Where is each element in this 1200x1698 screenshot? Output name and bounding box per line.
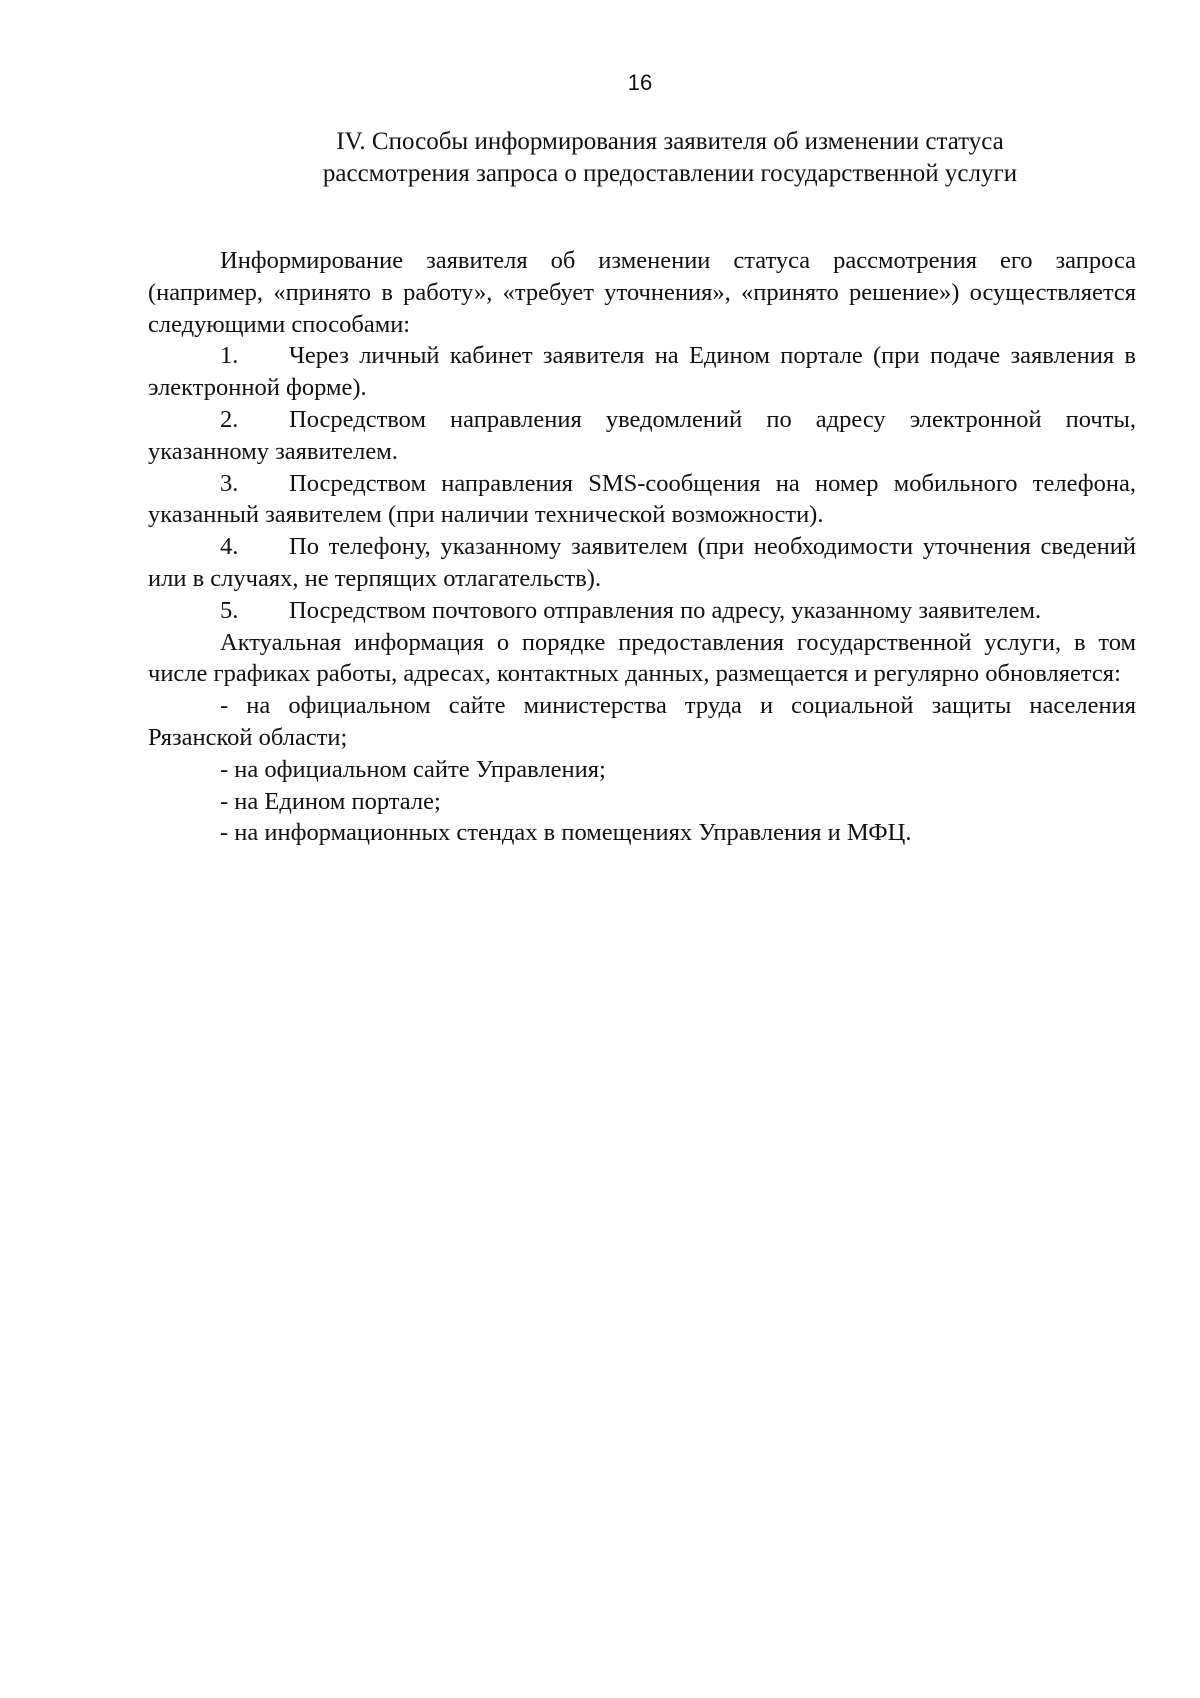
method-item-5 — [148, 595, 1136, 627]
method-text: По телефону, указанному заявителем (при необходимости уточнения сведений или в случаях, не терпящих отлагательств). — [148, 533, 1136, 592]
section-heading — [230, 126, 1110, 190]
method-number: 5. — [220, 596, 239, 624]
location-item-3: - на Едином портале; — [220, 787, 441, 815]
method-item-1 — [148, 340, 1136, 404]
section-heading-line-2: рассмотрения запроса о предоставлении государственной услуги — [322, 160, 1018, 187]
document-body — [148, 245, 1136, 849]
method-text: Посредством направления SMS-сообщения на номер мобильного телефона, указанный заявителем (при наличии технической возможности). — [148, 469, 1136, 529]
method-item-4 — [148, 531, 1136, 595]
method-item-2 — [148, 404, 1136, 468]
method-item-3 — [148, 468, 1136, 532]
location-item-4: - на информационных стендах в помещениях Управления и МФЦ. — [220, 819, 912, 847]
method-number: 4. — [220, 533, 239, 561]
method-text: Через личный кабинет заявителя на Едином портале (при подаче заявления в электронной форме). — [148, 342, 1136, 402]
actual-info-paragraph: Актуальная информация о порядке предоставления государственной услуги, в том числе графиках работы, адресах, контактных данных, размещается и регулярно обновляется: — [148, 628, 1136, 688]
location-item-1: - на официальном сайте министерства труда и социальной защиты населения Рязанской области; — [148, 692, 1136, 751]
location-item-2: - на официальном сайте Управления; — [220, 755, 606, 783]
section-heading-line-1: IV. Способы информирования заявителя об изменении статуса — [336, 128, 1004, 155]
page-number: 16 — [627, 70, 653, 95]
method-number: 2. — [220, 405, 239, 433]
method-text: Посредством почтового отправления по адресу, указанному заявителем. — [289, 596, 1042, 624]
intro-paragraph: Информирование заявителя об изменении статуса рассмотрения его запроса (например, «принято в работу», «требует уточнения», «принято решение») осуществляется следующими способами: — [148, 247, 1136, 338]
method-number: 1. — [220, 342, 239, 370]
method-number: 3. — [220, 469, 239, 497]
method-text: Посредством направления уведомлений по адресу электронной почты, указанному заявителем. — [148, 405, 1136, 465]
